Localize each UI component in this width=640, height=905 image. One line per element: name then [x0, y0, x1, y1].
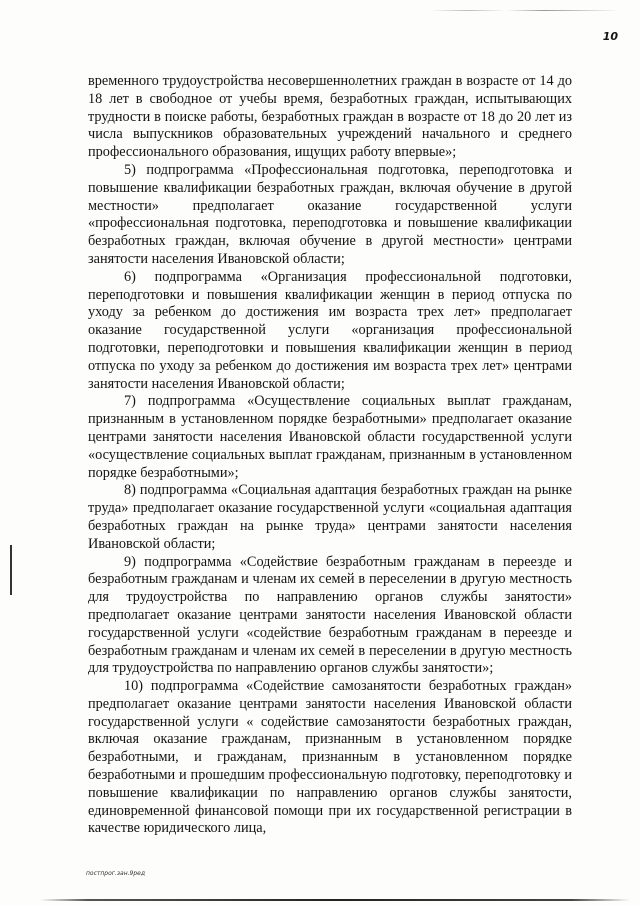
paragraph-item-7: 7) подпрограмма «Осуществление социальных выплат гражданам, признанным в установленном порядке безработными» предполагает оказание центрами занятости населения Ивановской области государственной услуги «осуществление социальных выплат гражданам, признанным в установленном порядке безработными»;	[88, 393, 572, 481]
footer-filename: постпрог.зан.9ред	[86, 870, 146, 877]
paragraph-item-8: 8) подпрограмма «Социальная адаптация безработных граждан на рынке труда» предполагает оказание государственной услуги «социальная адаптация безработных граждан на рынке труда» центрами занятости населения Ивановской области;	[88, 482, 572, 552]
scan-artifact-top	[430, 10, 620, 11]
paragraph-item-5: 5) подпрограмма «Профессиональная подготовка, переподготовка и повышение квалификации безработных граждан, включая обучение в другой местности» предполагает оказание государственной услуги «профессиональная подготовка, переподготовка и повышение квалификации безработных граждан, включая обучение в другой местности» центрами занятости населения Ивановской области;	[88, 161, 572, 267]
paragraph-item-6: 6) подпрограмма «Организация профессиональной подготовки, переподготовки и повышения квалификации женщин в период отпуска по уходу за ребенком до достижения им возраста трех лет» предполагает оказание государственной услуги «организация профессиональной подготовки, переподготовки и повышения квалификации женщин в период отпуска по уходу за ребенком до достижения им возраста трех лет» центрами занятости населения Ивановской области;	[88, 268, 572, 392]
paragraph-item-9: 9) подпрограмма «Содействие безработным гражданам в переезде и безработным гражданам и членам их семей в переселении в другую местность для трудоустройства по направлению органов службы занятости» предполагает оказание центрами занятости населения Ивановской области государственной услуги «содействие безработным гражданам в переезде и безработным гражданам и членам их семей в переселении в другую местность для трудоустройства по направлению органов службы занятости»;	[88, 553, 572, 677]
page-number: 10	[602, 30, 618, 43]
paragraph-item-10: 10) подпрограмма «Содействие самозанятости безработных граждан» предполагает оказание центрами занятости населения Ивановской области государственной услуги « содействие самозанятости безработных граждан, включая оказание гражданам, признанным в установленном порядке безработными, и гражданам, признанным в установленном порядке безработными и прошедшим профессиональную подготовку, переподготовку и повышение квалификации по направлению органов службы занятости, единовременной финансовой помощи при их государственной регистрации в качестве юридического лица,	[88, 678, 572, 837]
scan-artifact-left	[10, 545, 12, 595]
document-body	[88, 73, 572, 838]
paragraph-continuation: временного трудоустройства несовершеннолетних граждан в возрасте от 14 до 18 лет в свободное от учебы время, безработных граждан, испытывающих трудности в поиске работы, безработных граждан в возрасте от 18 до 20 лет из числа выпускников образовательных учреждений начального и среднего профессионального образования, ищущих работу впервые»;	[88, 73, 572, 161]
scan-artifact-bottom	[40, 899, 630, 901]
